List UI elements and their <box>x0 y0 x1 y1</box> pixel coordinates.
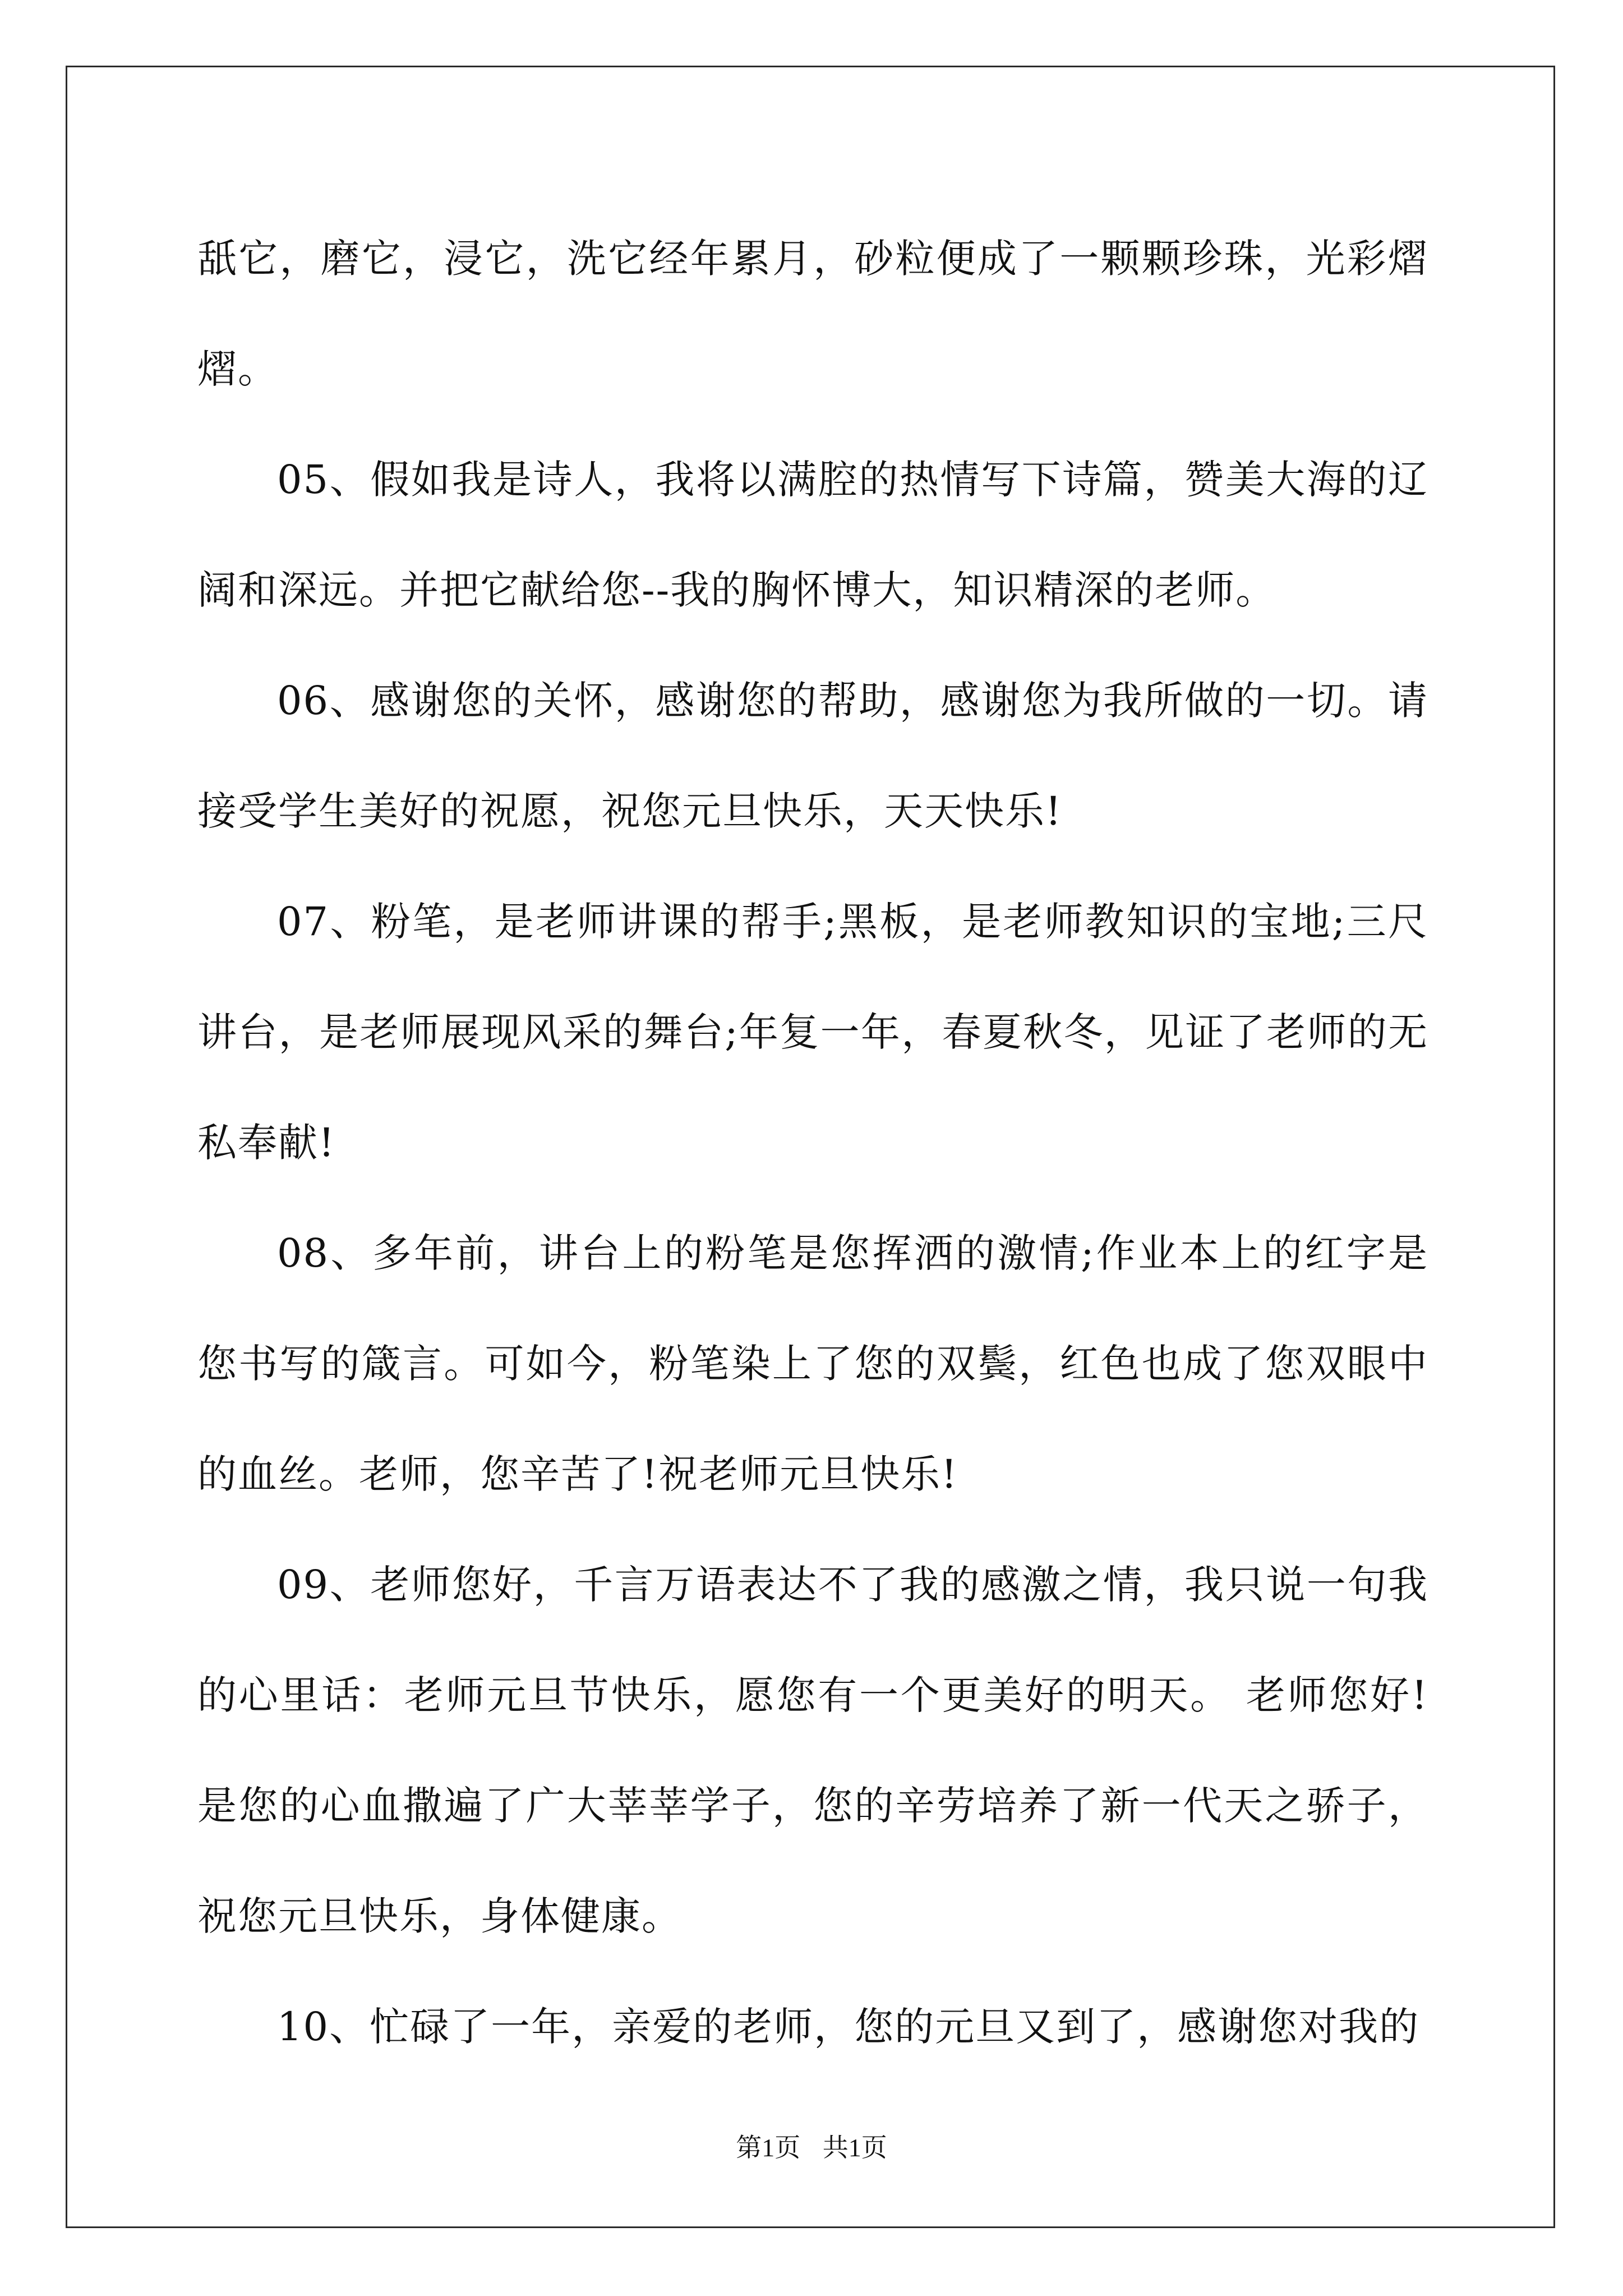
paragraph-10: 10、忙碌了一年，亲爱的老师，您的元旦又到了，感谢您对我的 <box>277 2004 1420 2050</box>
paragraph-09: 09、老师您好，千言万语表达不了我的感激之情，我只说一句我的心里话：老师元旦节快乐，愿您有一个更美好的明天。 老师您好!是您的心血撒遍了广大莘莘学子，您的辛劳培养了新一代天之骄子，祝您元旦快乐，身体健康。 <box>197 1562 1428 1939</box>
paragraph-07: 07、粉笔，是老师讲课的帮手;黑板，是老师教知识的宝地;三尺讲台，是老师展现风采的舞台;年复一年，春夏秋冬，见证了老师的无私奉献! <box>197 899 1428 1166</box>
page-number-total: 共1页 <box>822 2133 887 2162</box>
paragraph-08: 08、多年前，讲台上的粉笔是您挥洒的激情;作业本上的红字是您书写的箴言。可如今，粉笔染上了您的双鬓，红色也成了您双眼中的血丝。老师，您辛苦了!祝老师元旦快乐! <box>197 1230 1428 1497</box>
document-body <box>197 204 1428 2082</box>
paragraph-05: 05、假如我是诗人，我将以满腔的热情写下诗篇，赞美大海的辽阔和深远。并把它献给您--我的胸怀博大，知识精深的老师。 <box>197 457 1428 613</box>
page-number-current: 第1页 <box>736 2133 801 2162</box>
paragraph-06: 06、感谢您的关怀，感谢您的帮助，感谢您为我所做的一切。请接受学生美好的祝愿，祝您元旦快乐，天天快乐! <box>197 678 1428 834</box>
page-footer <box>0 2127 1623 2164</box>
paragraph-continued: 舐它，磨它，浸它，洗它经年累月，砂粒便成了一颗颗珍珠，光彩熠熠。 <box>197 236 1428 392</box>
